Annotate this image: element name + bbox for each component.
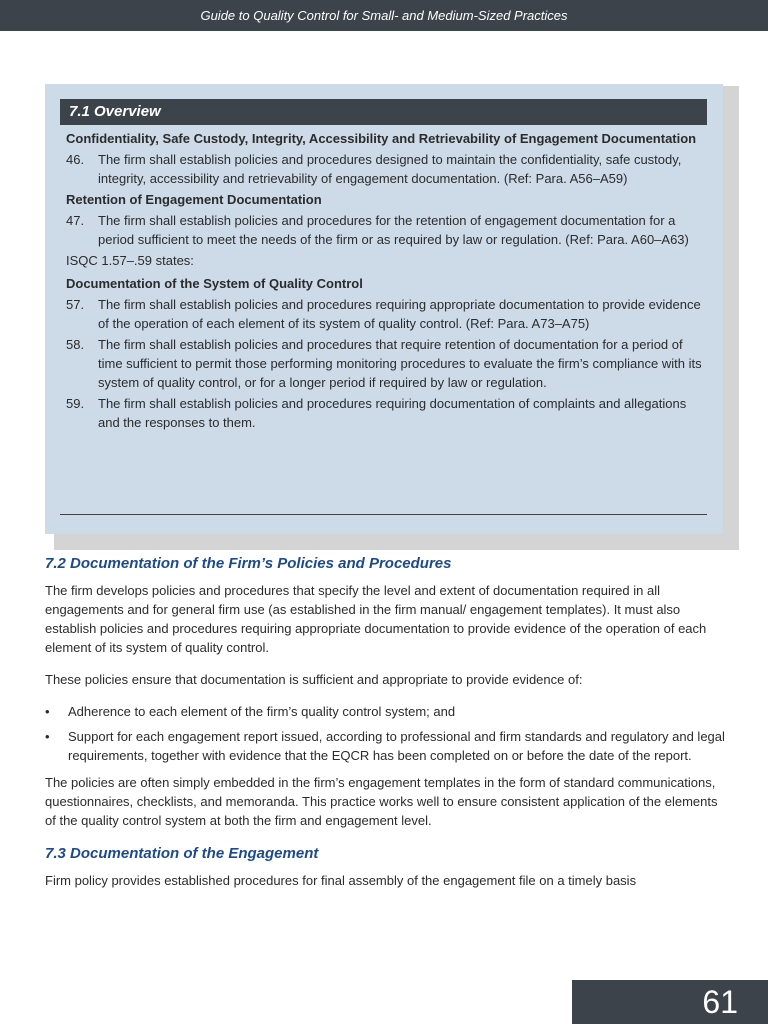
main-content <box>45 553 725 903</box>
paragraph-number: 59. <box>66 396 85 411</box>
box-divider <box>60 514 707 515</box>
page-number-box <box>572 980 768 1024</box>
evidence-list <box>45 702 725 765</box>
isqc-note: ISQC 1.57–.59 states: <box>66 253 194 268</box>
page-number: 61 <box>702 984 738 1020</box>
section-7-2-heading: 7.2 Documentation of the Firm’s Policies and Procedures <box>45 555 452 572</box>
overview-heading: 7.1 Overview <box>60 99 707 125</box>
document-title: Guide to Quality Control for Small- and Medium-Sized Practices <box>200 8 568 23</box>
paragraph-46 <box>66 150 707 188</box>
bullet-icon: • <box>45 729 50 744</box>
paragraph-59 <box>66 394 707 432</box>
subhead-retention: Retention of Engagement Documentation <box>66 192 322 207</box>
paragraph-58 <box>66 335 707 392</box>
section-7-3-heading: 7.3 Documentation of the Engagement <box>45 845 319 862</box>
paragraph-number: 58. <box>66 337 85 352</box>
paragraph-text: The firm shall establish policies and procedures designed to maintain the confidentiality, safe custody, integrity, accessibility and retrievability of engagement documentation. (Ref: Para. A56–A59) <box>98 152 682 186</box>
subhead-confidentiality: Confidentiality, Safe Custody, Integrity, Accessibility and Retrievability of Engagement Documentation <box>66 131 697 146</box>
paragraph-text: The firm shall establish policies and procedures for the retention of engagement documentation for a period sufficient to meet the needs of the firm or as required by law or regulation. (Ref: Para. A60–A63) <box>98 213 689 247</box>
paragraph-57 <box>66 295 707 333</box>
section-7-2-paragraph-3: The policies are often simply embedded in the firm’s engagement templates in the form of standard communications, questionnaires, checklists, and memoranda. This practice works well to ensure consistent application of the elements of the quality control system at both the firm and engagement level. <box>45 775 718 828</box>
overview-box <box>45 84 723 534</box>
paragraph-text: The firm shall establish policies and procedures that require retention of documentation for a period of time sufficient to permit those performing monitoring procedures to evaluate the firm’s compliance with its system of quality control, or for a longer period if required by law or regulation. <box>98 337 702 390</box>
section-7-2-paragraph-1: The firm develops policies and procedures that specify the level and extent of documentation required in all engagements and for general firm use (as established in the firm manual/ engagement templates). It must also establish policies and procedures requiring appropriate documentation to provide evidence of the operation of each element of its system of quality control. <box>45 583 707 655</box>
overview-content <box>66 129 707 434</box>
section-7-3-paragraph-1: Firm policy provides established procedures for final assembly of the engagement file on a timely basis <box>45 873 637 888</box>
list-item <box>45 702 725 721</box>
paragraph-text: The firm shall establish policies and procedures requiring appropriate documentation to provide evidence of the operation of each element of its system of quality control. (Ref: Para. A73–A75) <box>98 297 701 331</box>
section-7-2-paragraph-2: These policies ensure that documentation is sufficient and appropriate to provide evidence of: <box>45 672 583 687</box>
bullet-icon: • <box>45 704 50 719</box>
paragraph-47 <box>66 211 707 249</box>
running-header <box>0 0 768 31</box>
paragraph-text: The firm shall establish policies and procedures requiring documentation of complaints and allegations and the responses to them. <box>98 396 687 430</box>
subhead-system-documentation: Documentation of the System of Quality Control <box>66 276 363 291</box>
list-item-text: Support for each engagement report issued, according to professional and firm standards and regulatory and legal requirements, together with evidence that the EQCR has been completed on or before the date of the report. <box>68 729 725 763</box>
paragraph-number: 47. <box>66 213 85 228</box>
list-item <box>45 727 725 765</box>
paragraph-number: 57. <box>66 297 85 312</box>
paragraph-number: 46. <box>66 152 85 167</box>
list-item-text: Adherence to each element of the firm’s quality control system; and <box>68 704 456 719</box>
